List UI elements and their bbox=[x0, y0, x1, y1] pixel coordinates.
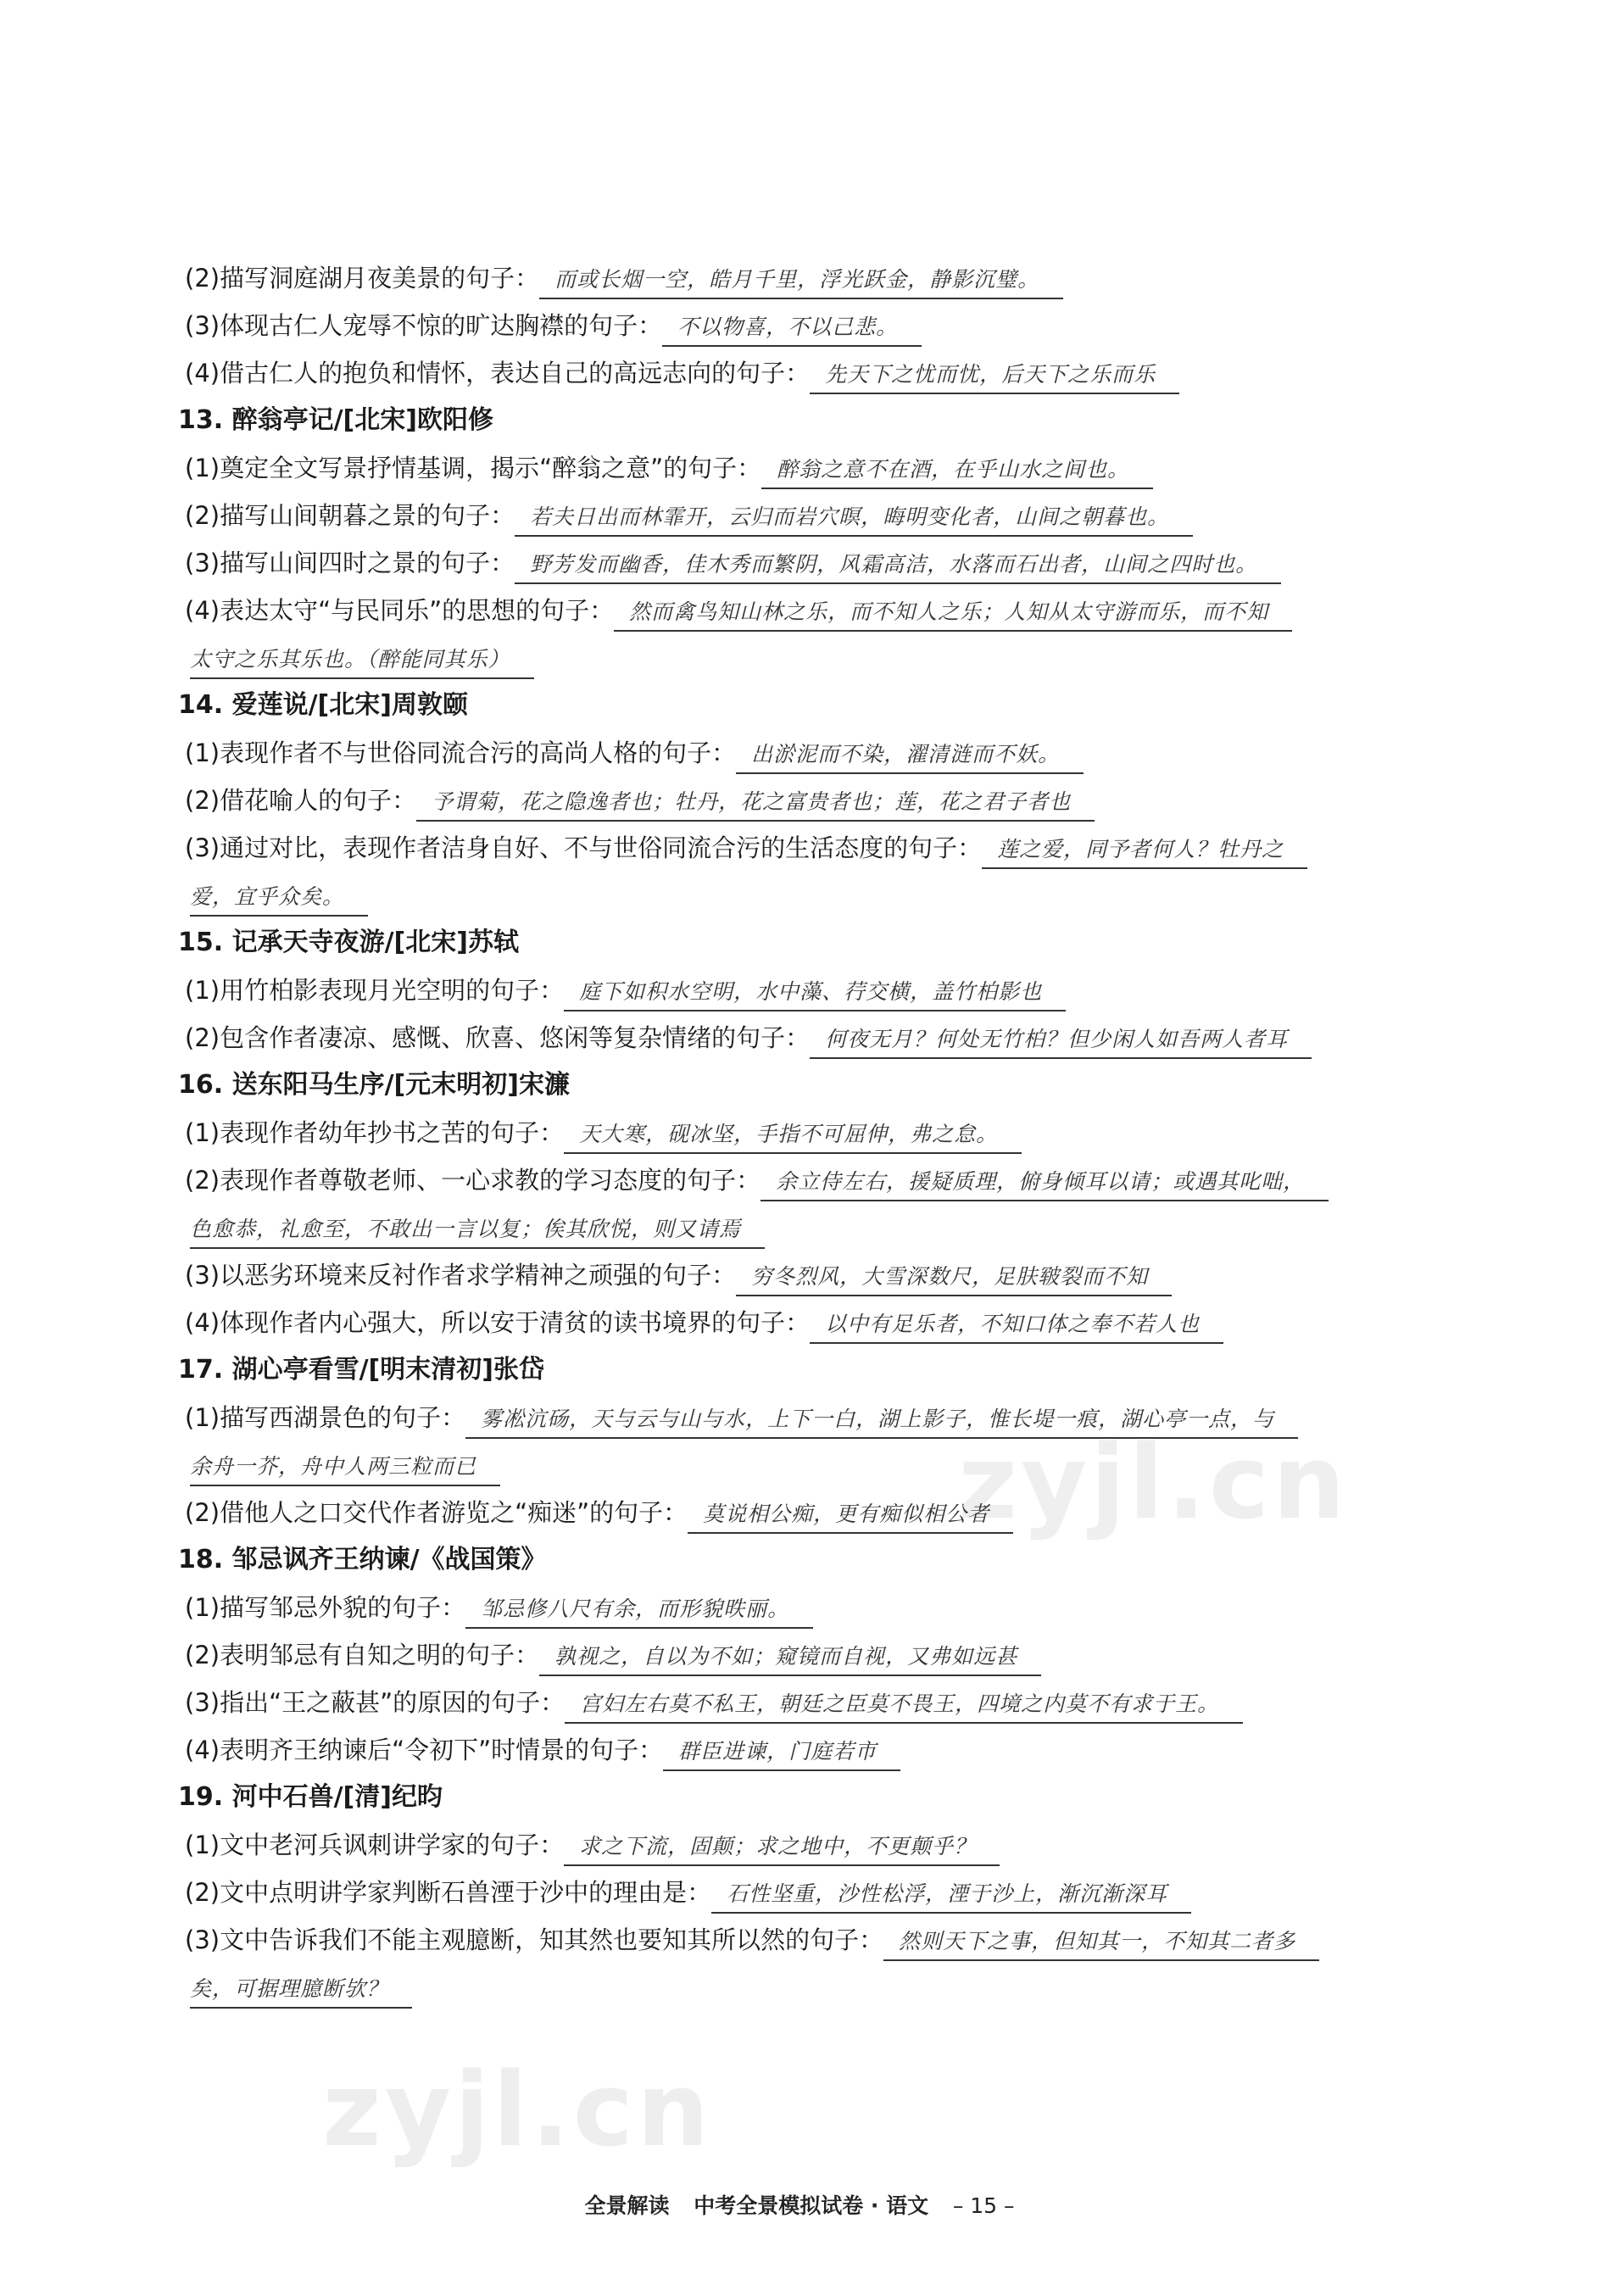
handwritten-answer: 余舟一芥，舟中人两三粒而已 bbox=[190, 1451, 500, 1486]
section-heading: 15. 记承天寺夜游/[北宋]苏轼 bbox=[178, 928, 519, 957]
question-line bbox=[178, 1679, 1475, 1726]
question-line bbox=[178, 729, 1475, 777]
handwritten-answer: 群臣进谏，门庭若市 bbox=[663, 1736, 900, 1771]
handwritten-answer: 不以物喜，不以己悲。 bbox=[662, 311, 922, 347]
question-line bbox=[178, 1156, 1475, 1204]
handwritten-answer: 余立侍左右，援疑质理，俯身倾耳以请；或遇其叱咄， bbox=[760, 1166, 1329, 1201]
question-prompt: (4)表明齐王纳谏后“令初下”时情景的句子： bbox=[185, 1736, 664, 1764]
handwritten-answer: 矣，可据理臆断欤？ bbox=[190, 1973, 412, 2009]
footer-series: 中考全景模拟试卷 · 语文 bbox=[694, 2193, 929, 2218]
handwritten-answer: 穷冬烈风，大雪深数尺，足肤皲裂而不知 bbox=[736, 1261, 1172, 1296]
handwritten-answer: 色愈恭，礼愈至，不敢出一言以复；俟其欣悦，则又请焉 bbox=[190, 1213, 765, 1249]
question-prompt: (2)描写洞庭湖月夜美景的句子： bbox=[185, 264, 540, 293]
section-heading: 17. 湖心亭看雪/[明末清初]张岱 bbox=[178, 1355, 544, 1385]
question-prompt: (2)表明邹忌有自知之明的句子： bbox=[185, 1641, 540, 1669]
watermark: zyjl.cn bbox=[322, 2052, 713, 2170]
footer-brand: 全景解读 bbox=[584, 2193, 670, 2218]
question-line bbox=[178, 1821, 1475, 1869]
handwritten-answer: 庭下如积水空明，水中藻、荇交横，盖竹柏影也 bbox=[564, 976, 1066, 1011]
question-prompt: (3)描写山间四时之景的句子： bbox=[185, 549, 515, 577]
question-prompt: (2)表现作者尊敬老师、一心求教的学习态度的句子： bbox=[185, 1166, 761, 1195]
handwritten-answer: 醉翁之意不在酒，在乎山水之间也。 bbox=[761, 454, 1153, 489]
question-prompt: (1)表现作者不与世俗同流合污的高尚人格的句子： bbox=[185, 738, 737, 767]
question-line bbox=[178, 967, 1475, 1014]
handwritten-answer: 宫妇左右莫不私王，朝廷之臣莫不畏王，四境之内莫不有求于王。 bbox=[565, 1688, 1243, 1724]
question-line bbox=[178, 1014, 1475, 1062]
question-line bbox=[178, 254, 1475, 302]
handwritten-answer: 太守之乐其乐也。（醉能同其乐） bbox=[190, 644, 534, 679]
handwritten-answer: 野芳发而幽香，佳木秀而繁阴，风霜高洁，水落而石出者，山间之四时也。 bbox=[515, 549, 1281, 584]
handwritten-answer: 若夫日出而林霏开，云归而岩穴暝，晦明变化者，山间之朝暮也。 bbox=[515, 501, 1193, 537]
handwritten-answer: 石性坚重，沙性松浮，湮于沙上，渐沉渐深耳 bbox=[711, 1878, 1191, 1914]
question-prompt: (3)以恶劣环境来反衬作者求学精神之顽强的句子： bbox=[185, 1261, 737, 1290]
question-prompt: (2)描写山间朝暮之景的句子： bbox=[185, 501, 515, 530]
question-line bbox=[178, 444, 1475, 492]
watermark: zyjl.cn bbox=[958, 1424, 1349, 1542]
section-heading: 14. 爱莲说/[北宋]周敦颐 bbox=[178, 690, 468, 720]
section-heading: 16. 送东阳马生序/[元末明初]宋濂 bbox=[178, 1070, 570, 1100]
question-prompt: (4)表达太守“与民同乐”的思想的句子： bbox=[185, 596, 615, 625]
handwritten-answer: 莲之爱，同予者何人？牡丹之 bbox=[982, 833, 1307, 869]
question-line bbox=[178, 1584, 1475, 1631]
handwritten-answer: 天大寒，砚冰坚，手指不可屈伸，弗之怠。 bbox=[564, 1118, 1022, 1154]
handwritten-answer: 以中有足乐者，不知口体之奉不若人也 bbox=[810, 1308, 1223, 1344]
question-line bbox=[178, 539, 1475, 587]
question-prompt: (1)描写邹忌外貌的句子： bbox=[185, 1593, 466, 1622]
answer-continuation-line bbox=[178, 1964, 1475, 2011]
question-prompt: (1)文中老河兵讽刺讲学家的句子： bbox=[185, 1831, 565, 1859]
question-prompt: (2)借花喻人的句子： bbox=[185, 786, 417, 815]
section-heading: 19. 河中石兽/[清]纪昀 bbox=[178, 1782, 443, 1812]
question-line bbox=[178, 1726, 1475, 1774]
question-line bbox=[178, 777, 1475, 824]
question-prompt: (2)文中点明讲学家判断石兽湮于沙中的理由是： bbox=[185, 1878, 712, 1907]
question-prompt: (1)表现作者幼年抄书之苦的句子： bbox=[185, 1118, 565, 1147]
handwritten-answer: 雾凇沆砀，天与云与山与水，上下一白，湖上影子，惟长堤一痕，湖心亭一点，与 bbox=[465, 1403, 1298, 1439]
handwritten-answer: 孰视之，自以为不如；窥镜而自视，又弗如远甚 bbox=[539, 1641, 1041, 1676]
question-line bbox=[178, 1916, 1475, 1964]
question-prompt: (4)体现作者内心强大，所以安于清贫的读书境界的句子： bbox=[185, 1308, 811, 1337]
handwritten-answer: 予谓菊，花之隐逸者也；牡丹，花之富贵者也；莲，花之君子者也 bbox=[416, 786, 1095, 822]
page-footer bbox=[0, 2189, 1599, 2220]
answer-continuation-line bbox=[178, 1441, 1475, 1489]
section-heading: 18. 邹忌讽齐王纳谏/《战国策》 bbox=[178, 1545, 547, 1574]
page-content bbox=[178, 254, 1475, 2011]
handwritten-answer: 然而禽鸟知山林之乐，而不知人之乐；人知从太守游而乐，而不知 bbox=[614, 596, 1292, 632]
question-line bbox=[178, 1394, 1475, 1441]
question-line bbox=[178, 1869, 1475, 1916]
page-number: – 15 – bbox=[952, 2193, 1015, 2218]
question-line bbox=[178, 1489, 1475, 1536]
question-line bbox=[178, 824, 1475, 872]
handwritten-answer: 邹忌修八尺有余，而形貌昳丽。 bbox=[465, 1593, 813, 1629]
question-line bbox=[178, 349, 1475, 397]
question-prompt: (2)借他人之口交代作者游览之“痴迷”的句子： bbox=[185, 1498, 688, 1527]
handwritten-answer: 然则天下之事，但知其一，不知其二者多 bbox=[883, 1925, 1319, 1961]
handwritten-answer: 而或长烟一空，皓月千里，浮光跃金，静影沉璧。 bbox=[539, 264, 1063, 299]
question-line bbox=[178, 1631, 1475, 1679]
question-prompt: (3)文中告诉我们不能主观臆断，知其然也要知其所以然的句子： bbox=[185, 1925, 884, 1954]
handwritten-answer: 爱，宜乎众矣。 bbox=[190, 881, 368, 917]
question-line bbox=[178, 492, 1475, 539]
section-heading: 13. 醉翁亭记/[北宋]欧阳修 bbox=[178, 405, 493, 435]
question-line bbox=[178, 587, 1475, 634]
question-line bbox=[178, 1299, 1475, 1346]
question-prompt: (3)体现古仁人宠辱不惊的旷达胸襟的句子： bbox=[185, 311, 663, 340]
handwritten-answer: 出淤泥而不染，濯清涟而不妖。 bbox=[736, 738, 1084, 774]
answer-continuation-line bbox=[178, 872, 1475, 919]
handwritten-answer: 先天下之忧而忧，后天下之乐而乐 bbox=[810, 359, 1179, 394]
question-line bbox=[178, 302, 1475, 349]
question-prompt: (1)用竹柏影表现月光空明的句子： bbox=[185, 976, 565, 1005]
answer-continuation-line bbox=[178, 1204, 1475, 1251]
question-prompt: (2)包含作者凄凉、感慨、欣喜、悠闲等复杂情绪的句子： bbox=[185, 1023, 811, 1052]
question-prompt: (4)借古仁人的抱负和情怀，表达自己的高远志向的句子： bbox=[185, 359, 811, 387]
handwritten-answer: 莫说相公痴，更有痴似相公者 bbox=[688, 1498, 1013, 1534]
answer-continuation-line bbox=[178, 634, 1475, 682]
question-prompt: (1)奠定全文写景抒情基调，揭示“醉翁之意”的句子： bbox=[185, 454, 762, 482]
handwritten-answer: 求之下流，固颠；求之地中，不更颠乎？ bbox=[564, 1831, 1000, 1866]
question-prompt: (3)指出“王之蔽甚”的原因的句子： bbox=[185, 1688, 566, 1717]
question-prompt: (3)通过对比，表现作者洁身自好、不与世俗同流合污的生活态度的句子： bbox=[185, 833, 983, 862]
handwritten-answer: 何夜无月？何处无竹柏？但少闲人如吾两人者耳 bbox=[810, 1023, 1312, 1059]
question-line bbox=[178, 1251, 1475, 1299]
question-line bbox=[178, 1109, 1475, 1156]
question-prompt: (1)描写西湖景色的句子： bbox=[185, 1403, 466, 1432]
